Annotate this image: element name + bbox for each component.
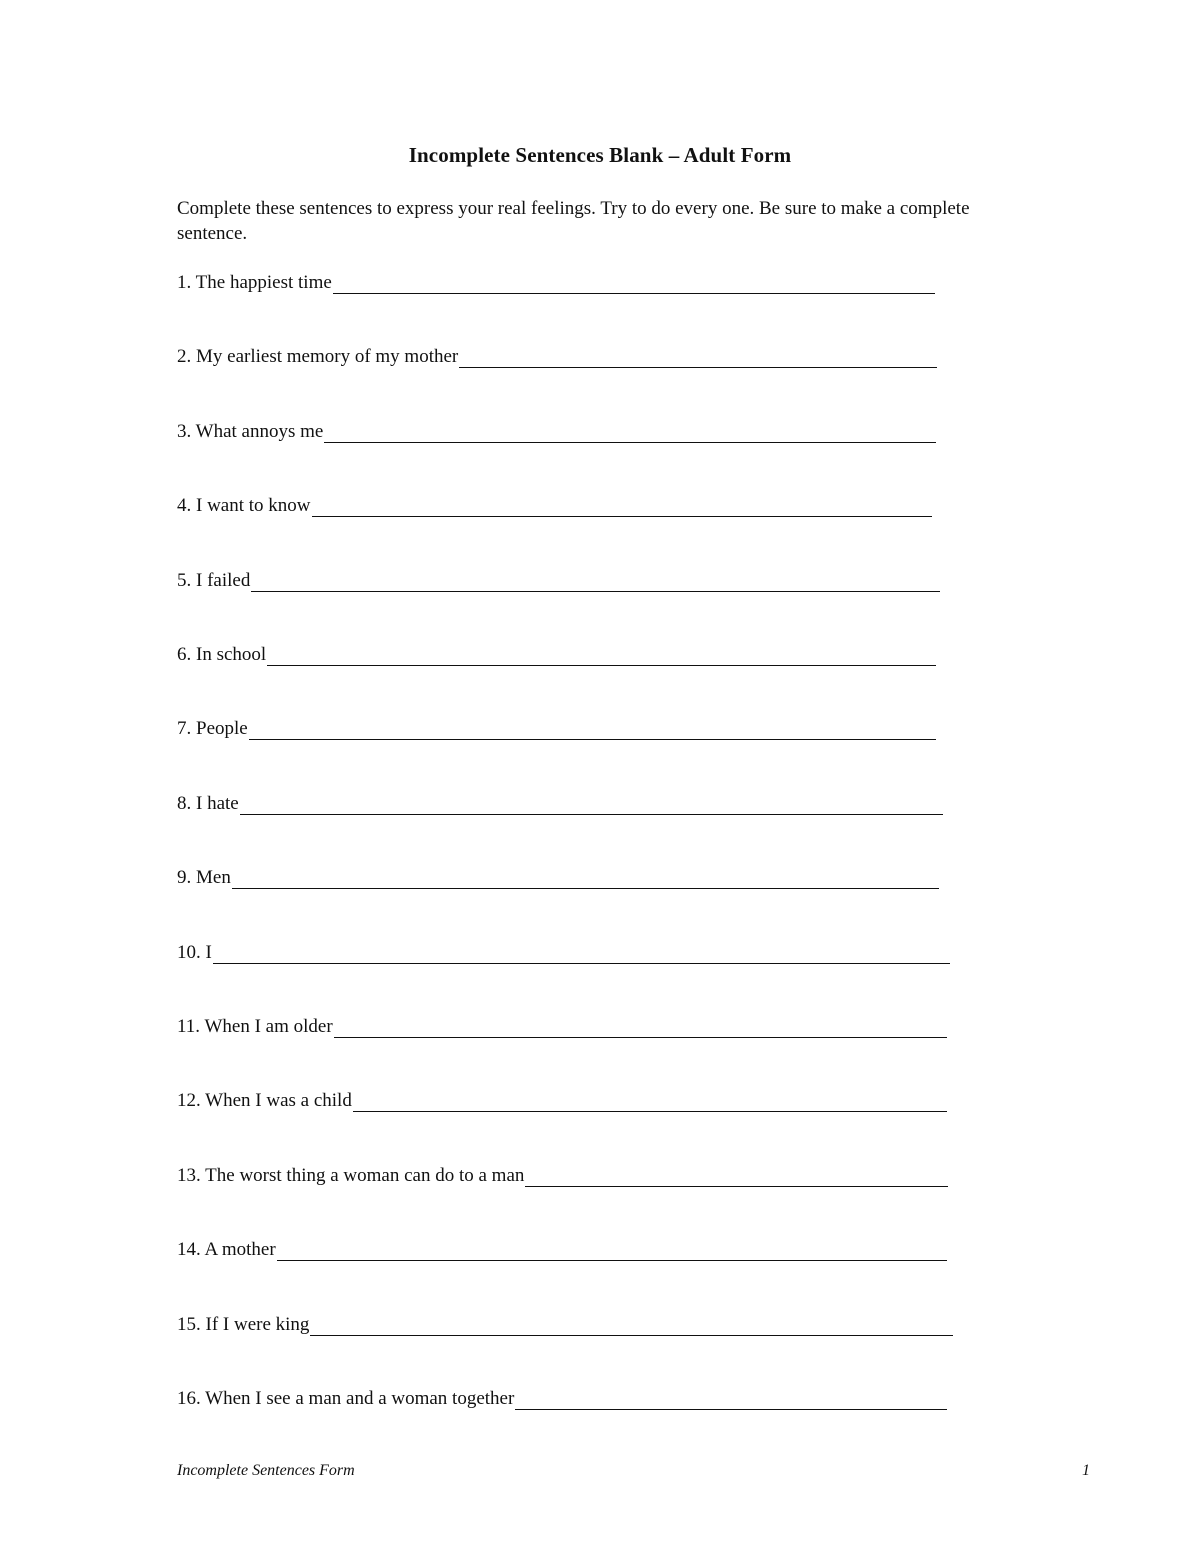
sentence-prompt: 5. I failed: [177, 570, 251, 591]
sentence-blank[interactable]: [213, 945, 950, 964]
sentence-prompt: 6. In school: [177, 644, 267, 665]
sentence-blank[interactable]: [310, 1317, 953, 1336]
sentence-item-4: [177, 493, 932, 517]
sentence-blank[interactable]: [251, 573, 940, 592]
sentence-blank[interactable]: [333, 275, 935, 294]
sentence-item-11: [177, 1014, 947, 1038]
sentence-item-9: [177, 865, 939, 889]
instructions-text: Complete these sentences to express your real feelings. Try to do every one. Be sure to make a complete sentence.: [177, 198, 970, 244]
sentence-item-7: [177, 716, 936, 740]
sentence-item-16: [177, 1386, 947, 1410]
sentence-blank[interactable]: [459, 349, 937, 368]
sentence-item-12: [177, 1088, 947, 1112]
sentence-prompt: 1. The happiest time: [177, 272, 332, 293]
footer-form-name: Incomplete Sentences Form: [177, 1462, 355, 1479]
sentence-prompt: 16. When I see a man and a woman together: [177, 1388, 515, 1409]
sentence-blank[interactable]: [277, 1242, 947, 1261]
sentence-item-5: [177, 568, 940, 592]
sentence-item-15: [177, 1312, 953, 1336]
footer-page-number: 1: [1082, 1462, 1090, 1479]
sentence-prompt: 4. I want to know: [177, 495, 311, 516]
sentence-prompt: 9. Men: [177, 867, 231, 888]
document-title: Incomplete Sentences Blank – Adult Form: [408, 143, 792, 167]
sentence-item-13: [177, 1163, 948, 1187]
sentence-prompt: 8. I hate: [177, 793, 239, 814]
sentence-blank[interactable]: [353, 1093, 947, 1112]
sentence-blank[interactable]: [324, 424, 936, 443]
sentence-item-2: [177, 344, 937, 368]
sentence-item-14: [177, 1237, 947, 1261]
sentence-blank[interactable]: [240, 796, 943, 815]
sentence-item-3: [177, 419, 936, 443]
sentence-item-8: [177, 791, 943, 815]
sentence-prompt: 13. The worst thing a woman can do to a man: [177, 1165, 525, 1186]
sentence-prompt: 15. If I were king: [177, 1314, 310, 1335]
sentence-blank[interactable]: [515, 1391, 947, 1410]
sentence-prompt: 2. My earliest memory of my mother: [177, 346, 459, 367]
sentence-prompt: 14. A mother: [177, 1239, 276, 1260]
sentence-item-1: [177, 270, 935, 294]
sentence-prompt: 3. What annoys me: [177, 421, 324, 442]
sentence-prompt: 12. When I was a child: [177, 1090, 352, 1111]
sentence-item-6: [177, 642, 936, 666]
sentence-prompt: 10. I: [177, 942, 212, 963]
sentence-prompt: 7. People: [177, 718, 248, 739]
sentence-blank[interactable]: [525, 1168, 948, 1187]
sentence-blank[interactable]: [334, 1019, 947, 1038]
sentence-item-10: [177, 940, 950, 964]
sentence-blank[interactable]: [312, 498, 932, 517]
sentence-prompt: 11. When I am older: [177, 1016, 333, 1037]
sentence-blank[interactable]: [232, 870, 939, 889]
sentence-blank[interactable]: [267, 647, 936, 666]
sentence-blank[interactable]: [249, 721, 936, 740]
